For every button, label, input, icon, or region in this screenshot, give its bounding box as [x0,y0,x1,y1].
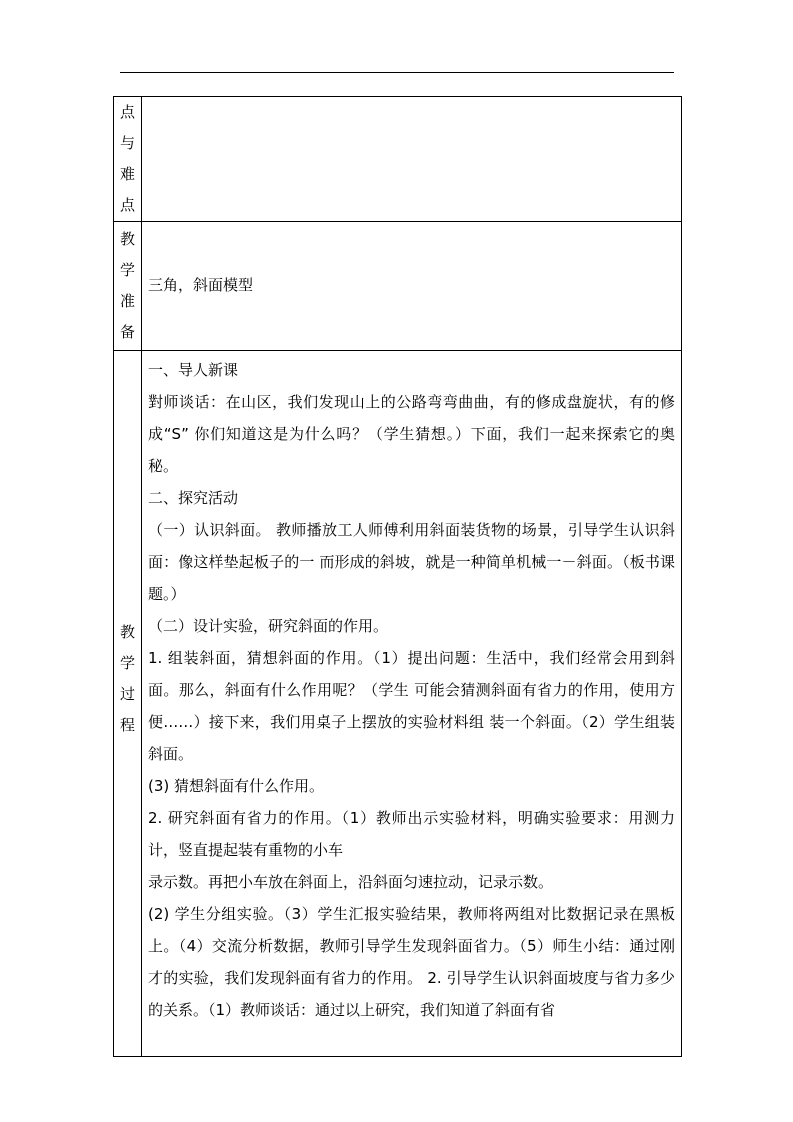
label-char: 点 [119,103,135,121]
preparation-content: 三角，斜面模型 [142,222,682,351]
label-char: 教 [119,622,135,641]
label-char: 学 [119,653,135,672]
label-char: 点 [119,196,135,214]
label-char: 备 [119,323,135,341]
label-char: 程 [119,715,135,734]
header-rule [120,72,674,73]
key-points-label [114,97,142,222]
paragraph-intro-body: 對师谈话：在山区，我们发现山上的公路弯弯曲曲，有的修成盘旋状，有的修成“S” 你们知道这是为什么吗？（学生猜想。）下面，我们一起来探索它的奥秘。 [148,393,675,475]
paragraph-guess-function: (3) 猜想斜面有什么作用。 [148,777,325,795]
paragraph-group-experiment: (2) 学生分组实验。（3）学生汇报实验结果，教师将两组对比数据记录在黑板上。（4）交流分析数据，教师引导学生发现斜面省力。（5）师生小结：通过刚才的实验，我们发现斜面有省力的作用。 2. 引导学生认识斜面坡度与省力多少的关系。（1）教师谈话：通过以上研究，我们知道了斜面有省 [148,905,675,1019]
key-points-content [142,97,682,222]
row-preparation [114,222,682,351]
paragraph-record-reading: 录示数。再把小车放在斜面上，沿斜面匀速拉动，记录示数。 [148,873,554,891]
label-char: 教 [119,230,135,248]
lesson-plan-table [113,96,682,1057]
paragraph-intro-heading: 一、导人新课 [148,361,239,379]
label-char: 过 [119,684,135,703]
label-char: 学 [119,261,135,279]
label-char: 准 [119,292,135,310]
label-char: 与 [119,134,135,152]
preparation-label [114,222,142,351]
paragraph-design-experiment: （二）设计实验，研究斜面的作用。 [148,617,389,635]
paragraph-explore-heading: 二、探究活动 [148,489,239,507]
process-label [114,351,142,1057]
row-teaching-process [114,351,682,1057]
label-char: 难 [119,165,135,183]
process-content [142,351,682,1057]
paragraph-assemble-slope: 1. 组装斜面，猜想斜面的作用。（1）提出问题：生活中，我们经常会用到斜面。那么，斜面有什么作用呢？（学生 可能会猜测斜面有省力的作用，使用方便……）接下来，我们用桌子上摆放的实验材料组 装一个斜面。（2）学生组装斜面。 [148,649,675,763]
row-key-points [114,97,682,222]
paragraph-recognize-slope: （一）认识斜面。 教师播放工人师傅利用斜面装货物的场景，引导学生认识斜面：像这样垫起板子的一 而形成的斜坡，就是一种简单机械一－斜面。（板书课题。） [148,521,675,603]
paragraph-study-force: 2. 研究斜面有省力的作用。（1）教师出示实验材料，明确实验要求：用测力计，竖直提起装有重物的小车 [148,809,675,859]
